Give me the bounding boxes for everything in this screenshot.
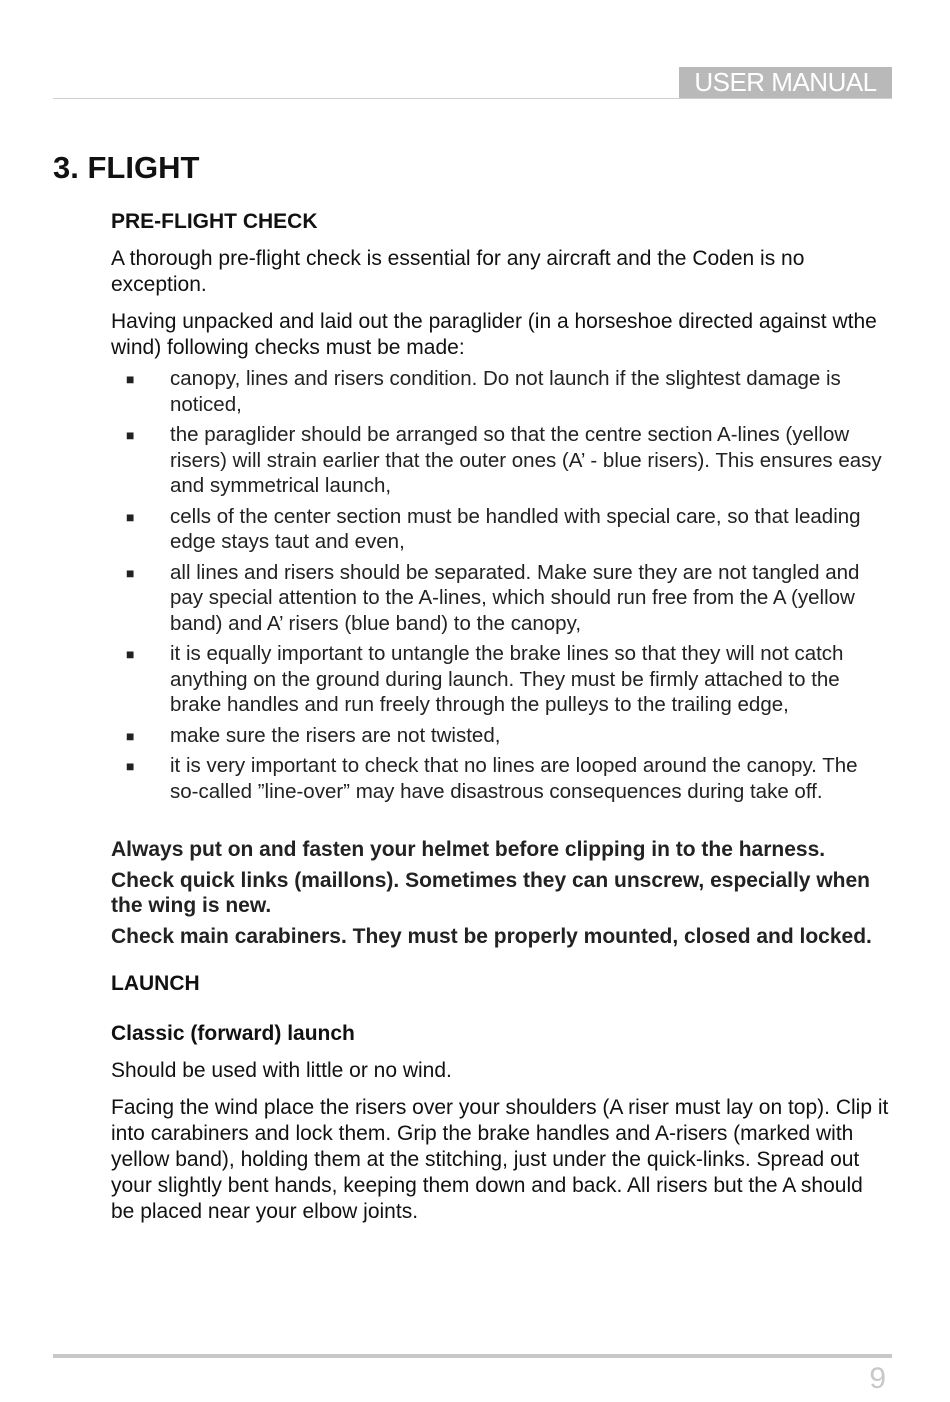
square-bullet-icon: ■ [126, 758, 135, 774]
launch-subheading: Classic (forward) launch [111, 1022, 355, 1045]
launch-heading: LAUNCH [111, 972, 200, 995]
checklist-item [111, 723, 891, 749]
checklist-item-text: canopy, lines and risers condition. Do not launch if the slightest damage is noticed, [170, 367, 841, 416]
checklist-item-text: it is very important to check that no lines are looped around the canopy. The so-called ”line-over” may have disastrous consequences during take off. [170, 754, 858, 803]
checklist-item [111, 641, 891, 718]
launch-instructions: Facing the wind place the risers over your shoulders (A riser must lay on top). Clip it into carabiners and lock them. Grip the brake handles and A-risers (marked with yellow band), holding them at the stitching, just under the quick-links. Spread out your slightly bent hands, keeping them down and back. All risers but the A should be placed near your elbow joints. [111, 1096, 889, 1223]
warning-quick-links: Check quick links (maillons). Sometimes they can unscrew, especially when the wing is new. [111, 868, 870, 917]
page-number: 9 [869, 1362, 886, 1395]
preflight-lead: Having unpacked and laid out the paraglider (in a horseshoe directed against wthe wind) following checks must be made: [111, 310, 877, 359]
checklist-item [111, 366, 891, 417]
chapter-title: 3. FLIGHT [53, 150, 200, 185]
square-bullet-icon: ■ [126, 427, 135, 443]
checklist-item [111, 422, 891, 499]
safety-warnings [111, 837, 891, 949]
preflight-checklist [111, 366, 891, 804]
warning-helmet: Always put on and fasten your helmet before clipping in to the harness. [111, 838, 826, 861]
square-bullet-icon: ■ [126, 727, 135, 744]
checklist-item-text: cells of the center section must be handled with special care, so that leading edge stays taut and even, [170, 504, 861, 553]
preflight-intro: A thorough pre-flight check is essential for any aircraft and the Coden is no exception. [111, 247, 805, 296]
checklist-item [111, 753, 891, 804]
header-divider [53, 98, 892, 99]
square-bullet-icon: ■ [126, 646, 135, 662]
square-bullet-icon: ■ [126, 564, 135, 581]
checklist-item-text: all lines and risers should be separated. Make sure they are not tangled and pay special attention to the A-lines, which should run free from the A (yellow band) and A’ risers (blue band) to the canopy, [170, 560, 860, 635]
checklist-item [111, 560, 891, 637]
checklist-item-text: it is equally important to untangle the brake lines so that they will not catch anything on the ground during launch. They must be firmly attached to the brake handles and run freely through the pulleys to the trailing edge, [170, 642, 844, 716]
square-bullet-icon: ■ [126, 508, 135, 525]
footer-divider [53, 1354, 892, 1358]
checklist-item-text: make sure the risers are not twisted, [170, 723, 501, 747]
launch-condition: Should be used with little or no wind. [111, 1059, 452, 1082]
square-bullet-icon: ■ [126, 371, 135, 387]
checklist-item [111, 504, 891, 555]
page-content [111, 207, 891, 1225]
warning-carabiners: Check main carabiners. They must be properly mounted, closed and locked. [111, 924, 872, 948]
manual-header-tag: USER MANUAL [679, 67, 892, 98]
preflight-heading: PRE-FLIGHT CHECK [111, 210, 318, 233]
checklist-item-text: the paraglider should be arranged so that the centre section A-lines (yellow risers) will strain earlier that the outer ones (A’ - blue risers). This ensures easy and symmetrical launch, [170, 423, 882, 497]
